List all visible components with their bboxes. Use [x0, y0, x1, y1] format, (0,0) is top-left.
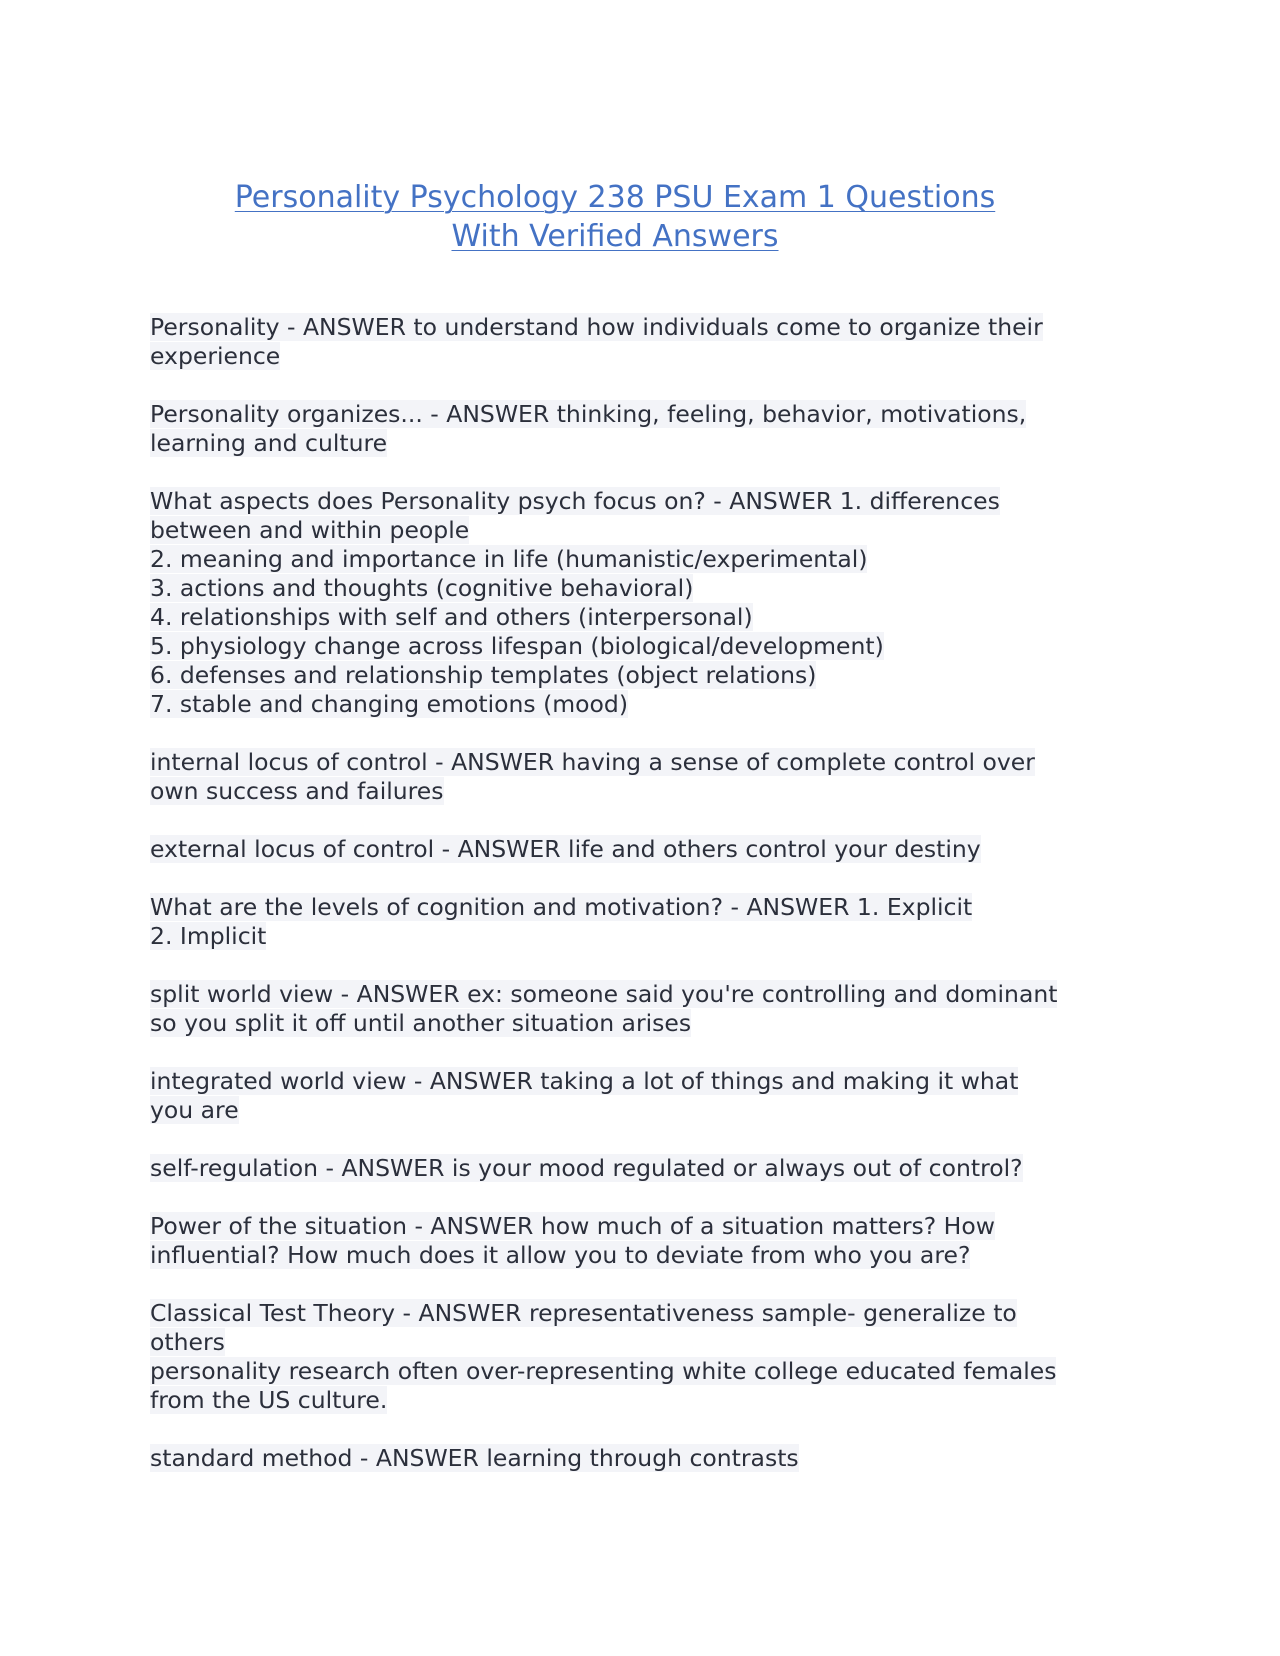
- qa-item: [150, 400, 1140, 458]
- qa-item: [150, 748, 1140, 806]
- qa-item: [150, 1067, 1140, 1125]
- qa-text: self-regulation - ANSWER is your mood regulated or always out of control?: [150, 1154, 1023, 1182]
- qa-text: internal locus of control - ANSWER having a sense of complete control over own success and failures: [150, 748, 1035, 805]
- qa-text: Classical Test Theory - ANSWER representativeness sample- generalize to others personality research often over-representing white college educated females from the US culture.: [150, 1299, 1057, 1414]
- qa-text: What are the levels of cognition and motivation? - ANSWER 1. Explicit 2. Implicit: [150, 893, 973, 950]
- qa-text: Personality - ANSWER to understand how individuals come to organize their experience: [150, 313, 1043, 370]
- qa-text: integrated world view - ANSWER taking a lot of things and making it what you are: [150, 1067, 1019, 1124]
- document-title: [150, 178, 1080, 256]
- qa-item: [150, 1212, 1140, 1270]
- qa-text: What aspects does Personality psych focus on? - ANSWER 1. differences between and within people 2. meaning and importance in life (humanistic/experimental) 3. actions and thoughts (cognitive behavioral) 4. relationships with self and others (interpersonal) 5. physiology change across lifespan (biological/development) 6. defenses and relationship templates (object relations) 7. stable and changing emotions (mood): [150, 487, 1000, 718]
- qa-item: [150, 980, 1140, 1038]
- title-line-1: Personality Psychology 238 PSU Exam 1 Questions: [234, 180, 996, 215]
- qa-list: [150, 313, 1140, 1502]
- qa-text: standard method - ANSWER learning through contrasts: [150, 1444, 799, 1472]
- title-line-2: With Verified Answers: [451, 219, 779, 254]
- qa-text: external locus of control - ANSWER life and others control your destiny: [150, 835, 981, 863]
- qa-text: split world view - ANSWER ex: someone said you're controlling and dominant so you split it off until another situation arises: [150, 980, 1058, 1037]
- qa-item: [150, 893, 1140, 951]
- qa-item: [150, 835, 1140, 864]
- qa-item: [150, 1299, 1140, 1415]
- qa-text: Power of the situation - ANSWER how much of a situation matters? How influential? How much does it allow you to deviate from who you are?: [150, 1212, 995, 1269]
- qa-text: Personality organizes... - ANSWER thinking, feeling, behavior, motivations, learning and culture: [150, 400, 1027, 457]
- qa-item: [150, 313, 1140, 371]
- qa-item: [150, 487, 1140, 719]
- qa-item: [150, 1154, 1140, 1183]
- qa-item: [150, 1444, 1140, 1473]
